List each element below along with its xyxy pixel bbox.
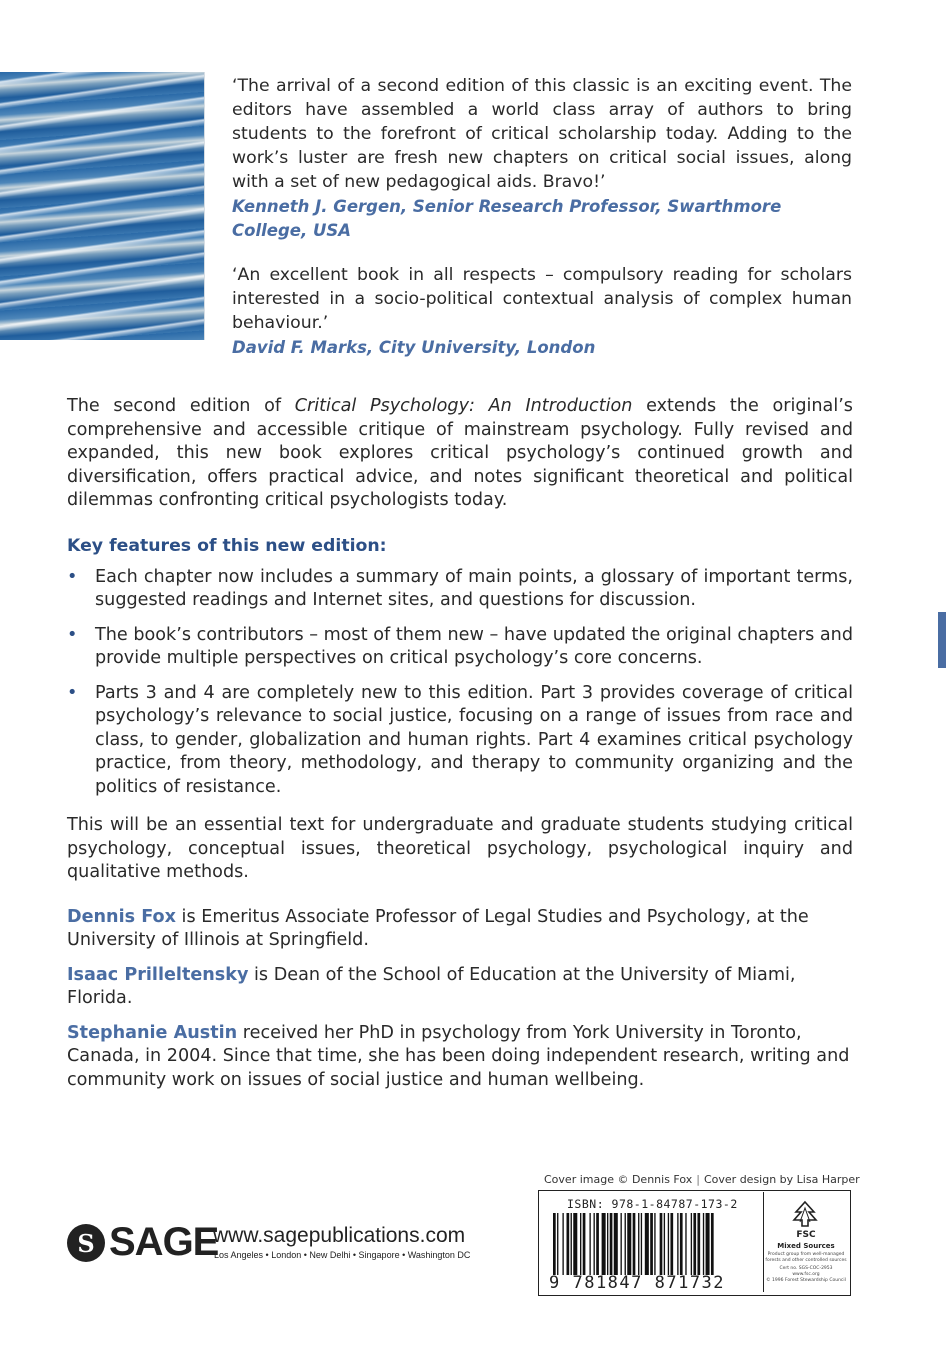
barcode-bar [693, 1213, 696, 1275]
barcode-bar [650, 1213, 653, 1275]
list-item [67, 682, 853, 800]
feature-text: Parts 3 and 4 are completely new to this edition. Part 3 provides coverage of critical psychology’s relevance to social justice, focusing on a range of issues from race and class, to gender, globalization and human rights. Part 4 examines critical psychology practice, from theory, methodology, and therapy to community organizing and the politics of resistance. [95, 682, 853, 797]
barcode-bar [567, 1213, 570, 1275]
barcode-bar [677, 1213, 678, 1275]
fsc-logo [763, 1192, 848, 1292]
fsc-tree-icon [792, 1200, 818, 1228]
quote-text: ‘The arrival of a second edition of this classic is an exciting event. The editors have assembled a world class array of authors to bring students to the forefront of critical scholarship today. Adding to the work’s luster are fresh new chapters on critical social issues, along with a set of new pedagogical aids. Bravo!’ [232, 76, 852, 192]
barcode-bar [685, 1213, 686, 1275]
fsc-mixed-sources: Mixed Sources [777, 1242, 835, 1250]
barcode-bar [703, 1213, 704, 1275]
barcode-bar [711, 1213, 714, 1275]
barcode-bar [706, 1213, 710, 1275]
author-bios [67, 906, 853, 1093]
barcode-bar [621, 1213, 622, 1275]
author-name: Stephanie Austin [67, 1022, 238, 1043]
feature-text: The book’s contributors – most of them new – have updated the original chapters and provide multiple perspectives on critical psychology’s core concerns. [95, 624, 853, 668]
barcode-number: 9 781847 871732 [549, 1273, 726, 1293]
barcode-bar [664, 1213, 665, 1275]
quote-attribution: David F. Marks, City University, London [232, 338, 596, 357]
intro-text: extends the original’s comprehensive and accessible critique of mainstream psychology. Fully revised and expanded, this new book explores critical psychology’s continued growth and diversification, offers practical advice, and notes significant theoretical and political dilemmas confronting critical psychologists today. [67, 396, 853, 510]
book-description [67, 395, 853, 1092]
cover-design-credit: Cover design by Lisa Harper [703, 1173, 860, 1186]
author-bio [67, 964, 853, 1011]
endorsement-quotes [232, 74, 852, 360]
publisher-logo [67, 1222, 497, 1268]
barcode-bar [691, 1213, 692, 1275]
barcode-bar [627, 1213, 631, 1275]
barcode-bar [607, 1213, 608, 1275]
cover-credits [544, 1173, 860, 1186]
barcode-bar [654, 1213, 655, 1275]
barcode-bar [680, 1213, 683, 1275]
barcode-bar [668, 1213, 669, 1275]
barcode-bar [562, 1213, 563, 1275]
quote-text: ‘An excellent book in all respects – compulsory reading for scholars interested in a socio-political contextual analysis of complex human behaviour.’ [232, 265, 852, 333]
publisher-website[interactable]: www.sagepublications.com [213, 1224, 466, 1247]
intro-text: The second edition of [67, 396, 295, 416]
fsc-cert-number: Cert no. SGS-COC-2953 [779, 1266, 833, 1271]
barcode-bar [638, 1213, 639, 1275]
bullet-icon: • [67, 566, 78, 587]
side-color-tab [938, 612, 946, 668]
author-name: Isaac Prilleltensky [67, 964, 249, 985]
fsc-url: www.fsc.org [792, 1272, 820, 1277]
features-heading: Key features of this new edition: [67, 535, 387, 556]
barcode-bar [641, 1213, 642, 1275]
barcode-bar [589, 1213, 590, 1275]
fsc-label: FSC [796, 1230, 816, 1240]
sage-logo-icon: S [67, 1224, 105, 1262]
isbn-label: ISBN: 978-1-84787-173-2 [567, 1197, 738, 1211]
barcode-bar [580, 1213, 581, 1275]
quote-attribution: Kenneth J. Gergen, Senior Research Professor, Swarthmore College, USA [232, 197, 782, 240]
list-item [67, 624, 853, 671]
author-bio [67, 906, 853, 953]
credit-separator: | [696, 1173, 700, 1186]
publisher-name: SAGE [109, 1220, 219, 1264]
barcode-bar [557, 1213, 558, 1275]
author-name: Dennis Fox [67, 906, 176, 927]
bullet-icon: • [67, 624, 78, 645]
intro-paragraph [67, 395, 853, 513]
feature-text: Each chapter now includes a summary of main points, a glossary of important terms, suggested readings and Internet sites, and questions for discussion. [95, 566, 853, 610]
barcode-bar [573, 1213, 577, 1275]
barcode-bar [594, 1213, 595, 1275]
bio-text: received her PhD in psychology from York University in Toronto, Canada, in 2004. Since that time, she has been doing independent research, writing and community work on issues of social justice and human wellbeing. [67, 1022, 850, 1090]
book-title: Critical Psychology: An Introduction [294, 396, 633, 416]
barcode-bar [602, 1213, 606, 1275]
closing-paragraph: This will be an essential text for undergraduate and graduate students studying critical psychology, conceptual issues, theoretical psychology, psychological inquiry and qualitative methods. [67, 815, 853, 882]
barcode-bar [633, 1213, 636, 1275]
bio-text: is Dean of the School of Education at the University of Miami, Florida. [67, 964, 796, 1008]
barcode-bar [614, 1213, 618, 1275]
barcode-bar [583, 1213, 586, 1275]
bio-text: is Emeritus Associate Professor of Legal Studies and Psychology, at the University of Illinois at Springfield. [67, 906, 809, 950]
bullet-icon: • [67, 682, 78, 703]
features-list [67, 566, 853, 800]
barcode-icon [553, 1213, 753, 1275]
barcode-bar [625, 1213, 626, 1275]
list-item [67, 566, 853, 613]
author-bio [67, 1022, 853, 1093]
barcode-bar [571, 1213, 572, 1275]
barcode-bar [670, 1213, 673, 1275]
fsc-copyright: © 1996 Forest Stewardship Council [766, 1278, 846, 1283]
barcode-bar [697, 1213, 700, 1275]
barcode-bar [645, 1213, 649, 1275]
barcode-bar [610, 1213, 613, 1275]
barcode-bar [660, 1213, 663, 1275]
cover-image-credit: Cover image © Dennis Fox [544, 1173, 693, 1186]
barcode-bar [596, 1213, 599, 1275]
barcode-bar [553, 1213, 556, 1275]
fsc-description: Product group from well-managed forests and other controlled sources [765, 1252, 847, 1263]
cover-photo-water-reflection [0, 72, 205, 340]
publisher-cities: Los Angeles • London • New Delhi • Singapore • Washington DC [214, 1250, 471, 1260]
barcode-panel [538, 1190, 851, 1296]
